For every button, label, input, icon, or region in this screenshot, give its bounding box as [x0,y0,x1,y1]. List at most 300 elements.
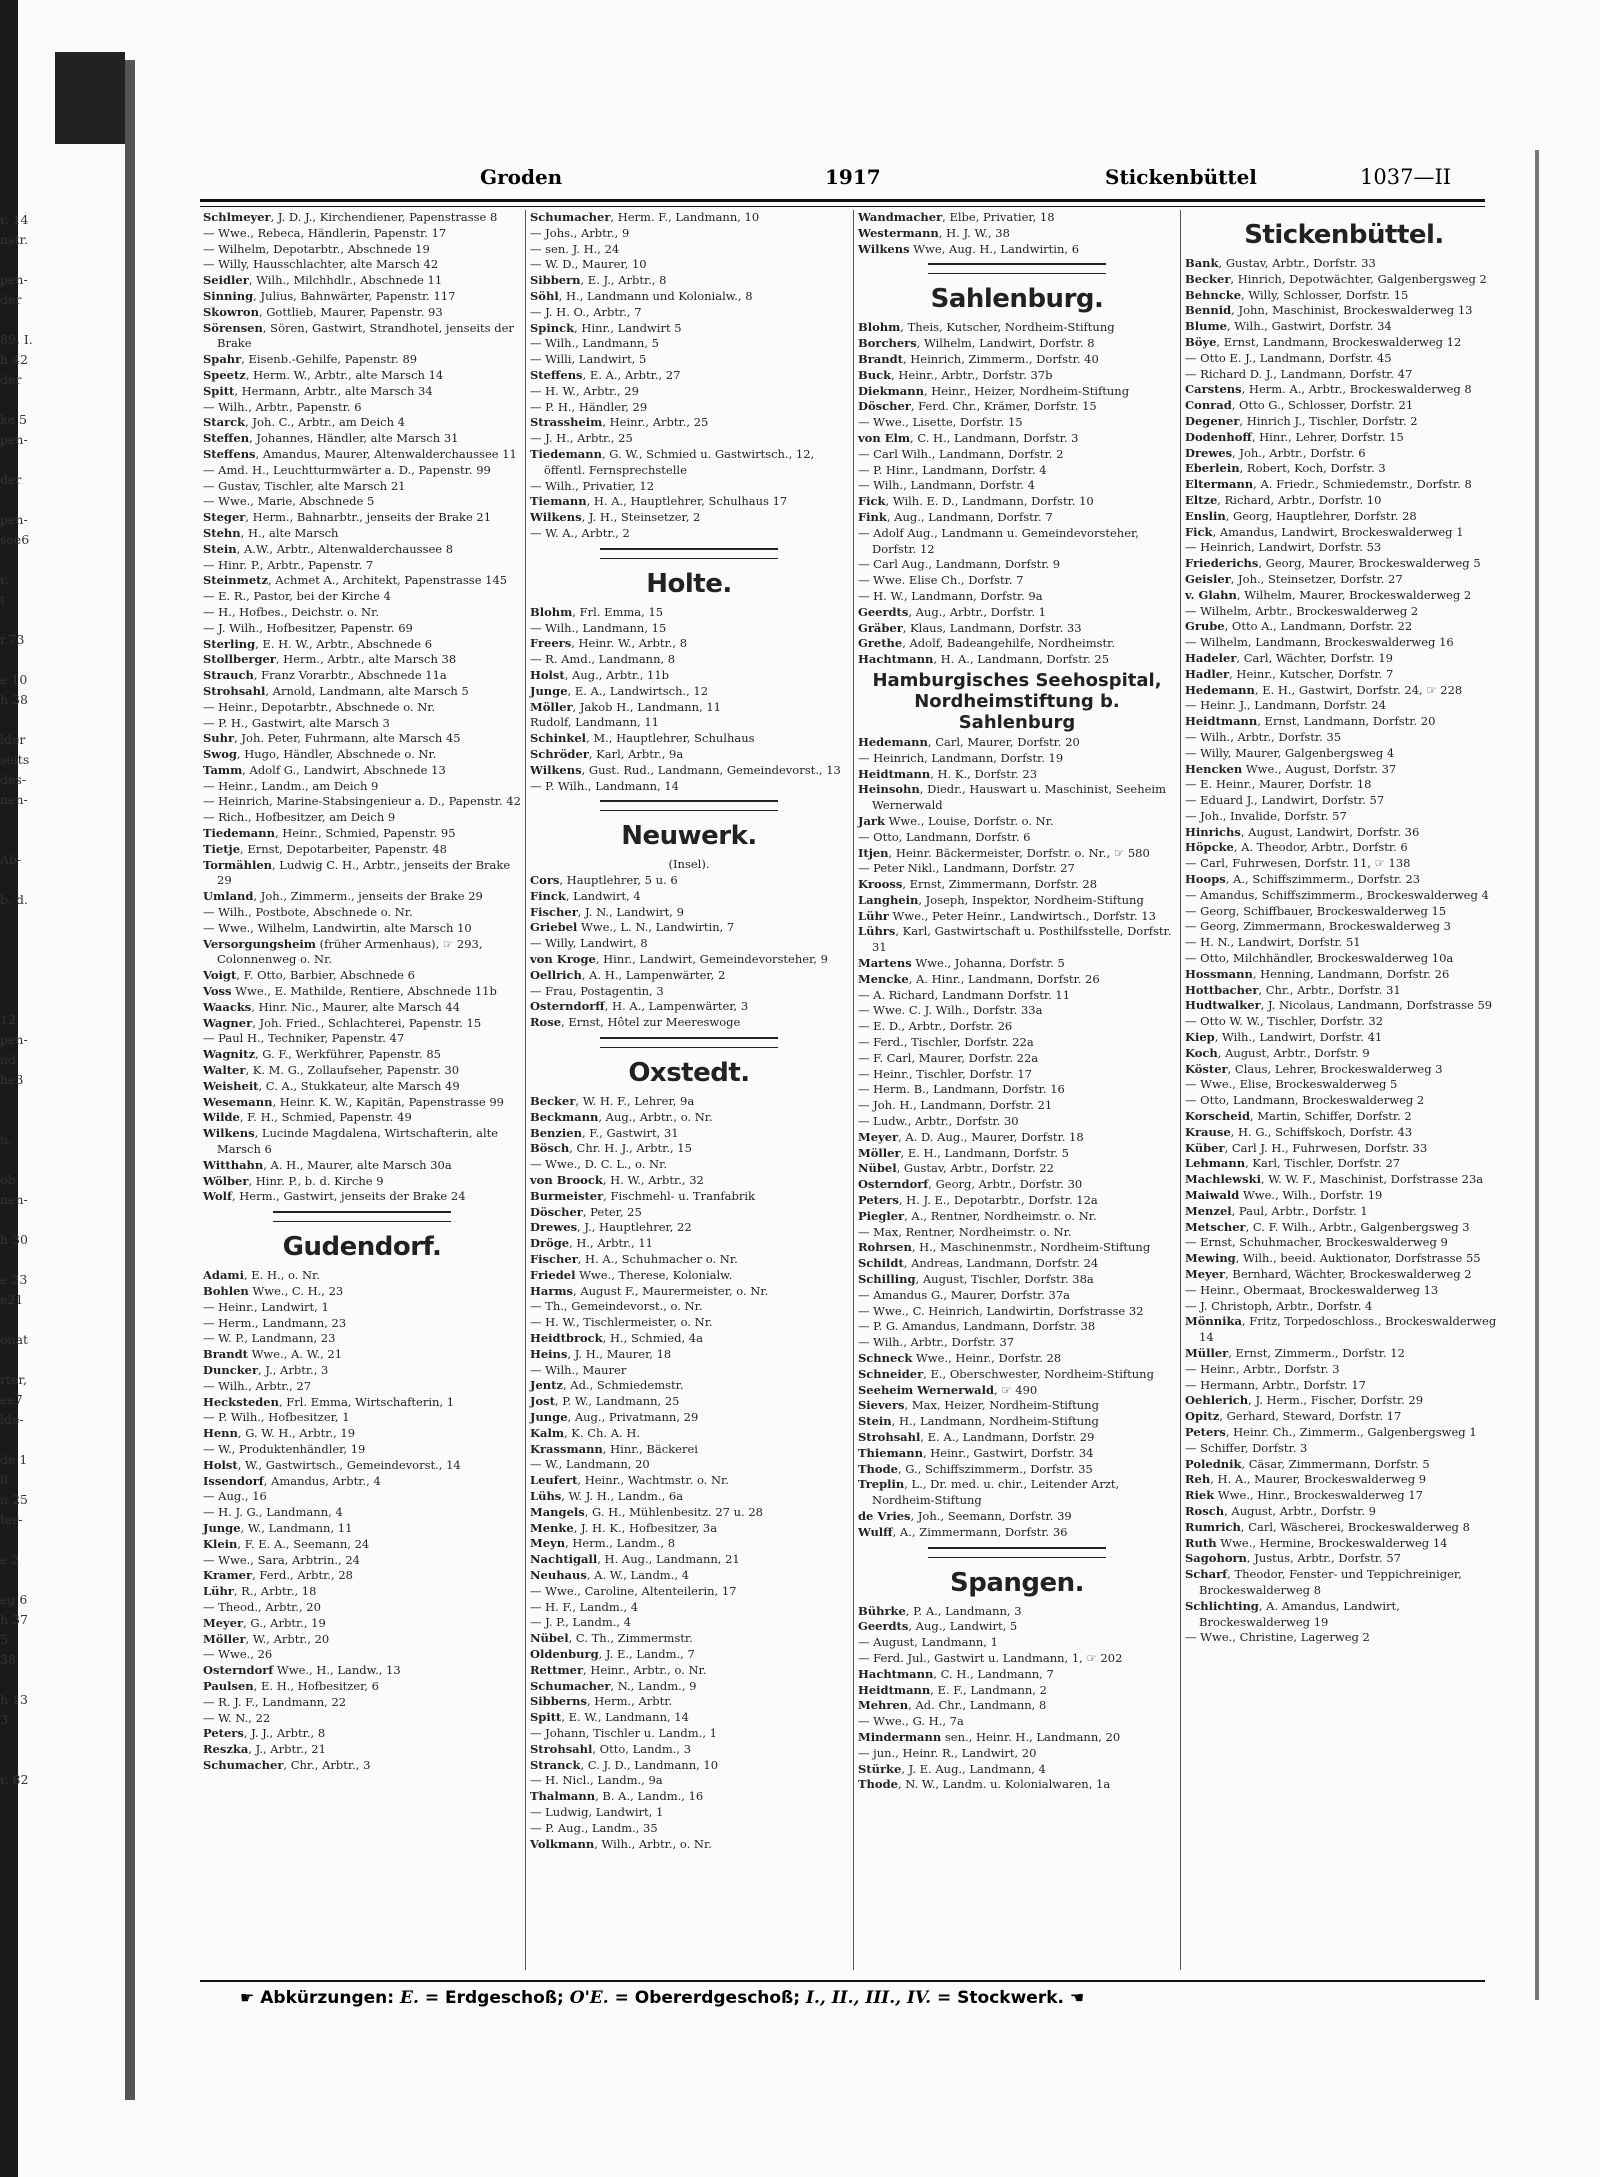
entry-details: , K. Ch. A. H. [563,1425,641,1440]
entry-details: , E., Oberschwester, Nordheim-Stiftung [923,1366,1154,1381]
directory-entry [858,589,1176,605]
entry-details: , Joseph, Inspektor, Nordheim-Stiftung [918,892,1144,907]
directory-entry [203,652,521,668]
entry-surname: Scharf [1185,1567,1228,1582]
entry-details: — Frau, Postagentin, 3 [530,983,664,998]
directory-entry [530,1426,848,1442]
directory-entry [530,1694,848,1710]
directory-entry [203,1711,521,1727]
entry-surname: Hadler [1185,666,1230,681]
directory-entry [1185,572,1503,588]
entry-details: — W. N., 22 [203,1710,271,1725]
entry-details: , Amandus, Maurer, Altenwalderchaussee 11 [255,446,517,461]
entry-surname: Menzel [1185,1203,1232,1218]
entry-details: , Heinr., Heizer, Nordheim-Stiftung [923,383,1130,398]
entry-details: — Willy, Landwirt, 8 [530,936,648,951]
directory-entry [203,242,521,258]
directory-entry [858,352,1176,368]
entry-surname: Tiedemann [530,446,602,461]
entry-details: , A. W., Landm., 4 [586,1567,689,1582]
directory-entry [858,1604,1176,1620]
directory-entry [1185,998,1503,1014]
abbr-oe: O'E. [569,1988,609,2008]
entry-details: , J. E. Aug., Landmann, 4 [901,1761,1046,1776]
entry-details: Wwe., Wilh., Dorfstr. 19 [1239,1188,1383,1203]
entry-details: , Hinr. P., b. d. Kirche 9 [248,1173,384,1188]
section-separator [600,800,778,811]
directory-entry [1185,635,1503,651]
entry-details: — Amandus G., Maurer, Dorfstr. 37a [858,1287,1071,1302]
entry-details: , H. A., Schuhmacher o. Nr. [577,1252,738,1267]
directory-entry [858,1288,1176,1304]
directory-entry [858,1525,1176,1541]
directory-entry [203,1505,521,1521]
fragment-line: der [0,472,22,487]
header-year: 1917 [825,165,881,189]
directory-entry [203,1395,521,1411]
entry-details: — J. Christoph, Arbtr., Dorfstr. 4 [1185,1298,1373,1313]
entry-details: Rudolf, Landmann, 11 [530,715,659,730]
entry-details: , Hinr., Landwirt, Gemeindevorsteher, 9 [595,952,828,967]
fragment-line [0,550,34,570]
directory-entry [858,1383,1176,1399]
entry-details: , A. Amandus, Landwirt, Brockeswalderweg 19 [1199,1598,1400,1629]
directory-entry [858,1098,1176,1114]
entry-surname: Rosch [1185,1503,1225,1518]
directory-entry [203,1079,521,1095]
directory-entry [1185,414,1503,430]
entry-surname: Höpcke [1185,840,1234,855]
directory-entry [530,289,848,305]
entry-surname: Rose [530,1015,562,1030]
directory-entry [530,1126,848,1142]
entry-details: , Johannes, Händler, alte Marsch 31 [249,431,459,446]
entry-surname: Hedemann [858,734,928,749]
entry-details: — A. Richard, Landmann Dorfstr. 11 [858,987,1071,1002]
entry-surname: Hoops [1185,872,1226,887]
directory-entry [530,999,848,1015]
header-right: Stickenbüttel [1105,165,1257,189]
fragment-line: nd [0,1052,17,1067]
entry-details: , C. H., Landmann, Dorfstr. 3 [910,430,1079,445]
directory-entry [203,621,521,637]
entry-details: — Wilhelm, Arbtr., Brockeswalderweg 2 [1185,603,1419,618]
fragment-line [0,810,34,830]
scan-corner-block [55,52,125,144]
entry-surname: Möller [858,1145,901,1160]
entry-details: , Gust. Rud., Landmann, Gemeindevorst., 13 [581,762,841,777]
entry-surname: Stehn [203,525,241,540]
entry-details: — Heinr., Landm., am Deich 9 [203,778,379,793]
directory-entry [858,1698,1176,1714]
entry-details: Wwe., C. H., 23 [248,1284,344,1298]
entry-details: — P. Wilh., Hofbesitzer, 1 [203,1410,350,1425]
directory-entry [858,605,1176,621]
entry-details: , Heinr. K. W., Kapitän, Papenstrasse 99 [272,1094,504,1109]
directory-entry [203,1600,521,1616]
directory-entry [530,1457,848,1473]
entry-surname: Seeheim Wernerwald [858,1382,995,1397]
place-heading: Gudendorf. [282,1232,442,1263]
directory-entry [1185,1156,1503,1172]
directory-entry [203,1158,521,1174]
entry-details: , Arnold, Landmann, alte Marsch 5 [265,683,469,698]
directory-entry [530,1473,848,1489]
directory-entry [1185,1567,1503,1599]
entry-details: , Julius, Bahnwärter, Papenstr. 117 [253,288,456,303]
place-heading: Neuwerk. [621,821,757,852]
directory-entry [1185,1520,1503,1536]
entry-details: — J. P., Landm., 4 [530,1615,632,1630]
directory-entry [858,751,1176,767]
directory-entry [530,1521,848,1537]
entry-surname: Mindermann [858,1729,942,1744]
entry-surname: Krause [1185,1124,1231,1139]
entry-surname: Neuhaus [530,1567,587,1582]
entry-surname: Dröge [530,1236,570,1251]
entry-surname: Enslin [1185,508,1226,523]
entry-details: , Herm., Bahnarbtr., jenseits der Brake 21 [245,510,492,525]
directory-entry [858,782,1176,814]
directory-entry [203,1458,521,1474]
entry-details: Wwe., Hinr., Brockeswalderweg 17 [1214,1488,1423,1503]
entry-details: — Otto E. J., Landmann, Dorfstr. 45 [1185,350,1392,365]
entry-surname: Osterndorf [858,1177,929,1192]
entry-details: , E. J., Arbtr., 8 [580,273,667,288]
entry-details: , J. H., Maurer, 18 [567,1346,672,1361]
entry-details: , Frl. Emma, Wirtschafterin, 1 [278,1394,455,1409]
entry-surname: Strassheim [530,415,603,430]
entry-surname: Waacks [203,999,252,1014]
directory-entry [203,763,521,779]
abbr-oe-text: = Obererdgeschoß; [614,1988,801,2008]
entry-details: , H. A., Lampenwärter, 3 [604,999,749,1014]
directory-entry [858,336,1176,352]
directory-entry [530,1805,848,1821]
entry-details: — Wwe. Elise Ch., Dorfstr. 7 [858,573,1024,588]
directory-entry [858,1272,1176,1288]
entry-details: , August, Arbtr., Dorfstr. 9 [1224,1503,1376,1518]
directory-entry [858,478,1176,494]
directory-entry [1185,683,1503,699]
directory-entry [1185,1551,1503,1567]
entry-details: , N., Landm., 9 [610,1678,697,1693]
entry-surname: Kalm [530,1425,564,1440]
entry-surname: Hossmann [1185,966,1253,981]
directory-entry [1185,525,1503,541]
entry-details: , Aug., Arbtr., 11b [564,667,670,682]
directory-entry [203,589,521,605]
entry-surname: Wagner [203,1015,253,1030]
fragment-line: der [0,372,22,387]
directory-entry [530,1363,848,1379]
entry-surname: Spitt [203,383,235,398]
entry-surname: Meyn [530,1536,566,1551]
entry-details: — Heinr. J., Landmann, Dorfstr. 24 [1185,698,1387,713]
entry-surname: Becker [1185,271,1231,286]
entry-details: — Peter Nikl., Landmann, Dorfstr. 27 [858,861,1075,876]
entry-surname: Burmeister [530,1188,604,1203]
entry-details: sen., Heinr. H., Landmann, 20 [941,1729,1121,1744]
entry-details: — P. Wilh., Landmann, 14 [530,778,680,793]
directory-entry [530,1268,848,1284]
directory-entry [1185,730,1503,746]
entry-surname: Bohlen [203,1284,249,1298]
fragment-line: nstr. [0,232,29,247]
directory-entry [530,936,848,952]
entry-details: — Willy, Maurer, Galgenbergsweg 4 [1185,745,1395,760]
entry-details: , P. A., Landmann, 3 [905,1603,1022,1618]
fragment-line: ee7 [0,1392,23,1407]
directory-entry [530,873,848,889]
entry-details: , E. H., Gastwirt, Dorfstr. 24, ☞ 228 [1254,682,1463,697]
directory-entry [203,1568,521,1584]
directory-entry [530,968,848,984]
place-heading: Spangen. [949,1567,1085,1598]
entry-details: , A. D. Aug., Maurer, Dorfstr. 18 [898,1129,1084,1144]
directory-entry [1185,1346,1503,1362]
entry-details: , Ernst, Landmann, Dorfstr. 20 [1257,714,1436,729]
entry-surname: Schumacher [530,210,611,224]
entry-surname: Starck [203,415,246,430]
directory-entry [203,921,521,937]
entry-details: , Ernst, Zimmerm., Dorfstr. 12 [1228,1345,1405,1360]
entry-details: — Wwe., 26 [203,1647,273,1662]
entry-surname: Wilkens [858,241,910,256]
entry-surname: Schneck [858,1351,913,1365]
directory-entry [858,494,1176,510]
entry-details: , F. H., Schmied, Papenstr. 49 [239,1110,412,1125]
entry-details: , Gottlieb, Maurer, Papenstr. 93 [258,304,443,319]
fragment-line: 38 [0,1652,16,1667]
entry-surname: Eltermann [1185,477,1254,492]
entry-surname: Oehlerich [1185,1393,1249,1408]
entry-details: , Adolf G., Landwirt, Abschnede 13 [242,762,446,777]
directory-entry [203,1726,521,1742]
entry-details: , Hugo, Händler, Abschnede o. Nr. [236,747,437,762]
entry-surname: Duncker [203,1362,259,1377]
entry-surname: Hecksteden [203,1394,279,1409]
directory-entry [530,952,848,968]
directory-entry [530,1220,848,1236]
entry-surname: Walter [203,1063,246,1078]
entry-details: , Georg, Maurer, Brockeswalderweg 5 [1258,556,1481,571]
entry-surname: Meyer [1185,1267,1226,1281]
directory-entry [1185,746,1503,762]
entry-details: , Heinr., Schmied, Papenstr. 95 [274,826,456,841]
directory-entry [1185,1251,1503,1267]
directory-entry [203,810,521,826]
entry-surname: Steinmetz [203,573,268,588]
entry-surname: Mencke [858,971,909,986]
entry-details: , Herm., Gastwirt, jenseits der Brake 24 [231,1189,466,1204]
entry-surname: Diekmann [858,383,924,398]
entry-details: , Franz Vorarbtr., Abschnede 11a [253,668,447,683]
entry-details: — H. W., Landmann, Dorfstr. 9a [858,588,1043,603]
directory-entry [1185,1536,1503,1552]
fragment-line: lder [0,732,26,747]
entry-details: — jun., Heinr. R., Landwirt, 20 [858,1745,1037,1760]
entry-surname: Spitt [530,1710,562,1725]
entry-surname: Langhein [858,892,919,907]
entry-details: , Chr., Arbtr., Dorfstr. 31 [1258,982,1401,997]
entry-details: , Hauptlehrer, 5 u. 6 [559,873,678,888]
entry-details: , Herm., Arbtr., alte Marsch 38 [275,652,457,667]
directory-entry [858,447,1176,463]
entry-details: , Wilh., Gastwirt, Dorfstr. 34 [1226,319,1392,334]
fragment-line [0,830,34,850]
entry-surname: Peters [858,1193,899,1208]
entry-surname: Junge [530,1410,568,1424]
entry-surname: Eltze [1185,492,1218,507]
directory-entry [530,1331,848,1347]
entry-details: — Wilh., Landmann, 5 [530,336,659,351]
entry-details: Wwe., August, Dorfstr. 37 [1242,761,1397,776]
entry-details: , Hinr., Bäckerei [602,1441,698,1456]
entry-details: , Heinr., Arbtr., 25 [602,415,709,430]
entry-details: , Wilh., beeid. Auktionator, Dorfstrasse 55 [1235,1251,1481,1266]
entry-surname: Leufert [530,1473,578,1488]
fragment-line: 89, I. [0,332,33,347]
directory-entry [1185,477,1503,493]
directory-entry [858,557,1176,573]
directory-entry [203,1000,521,1016]
directory-entry [530,384,848,400]
directory-entry [1185,714,1503,730]
entry-surname: Heidtmann [858,766,931,781]
directory-entry [858,956,1176,972]
entry-details: , J. H., Steinsetzer, 2 [581,510,701,525]
directory-entry [858,226,1176,242]
entry-surname: Mehren [858,1698,909,1713]
directory-entry [203,321,521,353]
directory-entry [530,715,848,731]
directory-entry [1185,919,1503,935]
directory-entry [530,1157,848,1173]
fragment-line [0,250,34,270]
entry-details: , Frl. Emma, 15 [572,604,664,619]
directory-entry [530,1141,848,1157]
directory-entry [203,415,521,431]
entry-surname: Schildt [858,1256,904,1271]
fragment-line: h 42 [0,352,28,367]
entry-surname: Maiwald [1185,1188,1240,1203]
entry-details: — W. A., Arbtr., 2 [530,525,630,540]
directory-entry [1185,1472,1503,1488]
entry-details: , G. H., Mühlenbesitz. 27 u. 28 [584,1504,763,1519]
entry-surname: Steffens [203,446,256,461]
directory-entry [858,368,1176,384]
entry-surname: Lühr [858,908,889,923]
fragment-line [0,1670,34,1690]
entry-surname: Bennid [1185,303,1232,318]
directory-entry [203,1474,521,1490]
directory-entry [1185,256,1503,272]
directory-entry [858,909,1176,925]
directory-entry [530,1615,848,1631]
directory-entry [203,1442,521,1458]
entry-surname: Hencken [1185,761,1243,776]
entry-details: — Rich., Hofbesitzer, am Deich 9 [203,810,396,825]
entry-details: , Wilh., Milchhdlr., Abschnede 11 [248,273,443,288]
entry-details: , Eisenb.-Gehilfe, Papenstr. 89 [241,352,418,367]
directory-entry [1185,1109,1503,1125]
entry-surname: Drewes [1185,445,1233,460]
fragment-line [0,930,34,950]
directory-entry [530,1015,848,1031]
entry-details: — Wwe., Lisette, Dorfstr. 15 [858,415,1023,430]
directory-entry [1185,1014,1503,1030]
entry-details: — H. W., Arbtr., 29 [530,383,639,398]
page-right-edge [1535,150,1539,2000]
entry-surname: Degener [1185,413,1240,428]
directory-entry [1185,540,1503,556]
fragment-line: ob [0,1172,16,1187]
entry-surname: Krooss [858,877,903,892]
abbr-floors-text: = Stockwerk. [937,1988,1064,2008]
entry-surname: Carstens [1185,382,1242,397]
directory-entry [203,305,521,321]
directory-entry [203,494,521,510]
entry-details: , H., Maschinenmstr., Nordheim-Stiftung [911,1240,1151,1255]
entry-details: , Joh., Steinsetzer, Dorfstr. 27 [1230,571,1403,586]
entry-surname: Heinsohn [858,782,920,797]
entry-details: , A. Theodor, Arbtr., Dorfstr. 6 [1233,840,1408,855]
entry-surname: Oldenburg [530,1646,599,1661]
entry-surname: Strohsahl [858,1429,921,1444]
entry-surname: Nübel [858,1161,897,1176]
fragment-line: pen- [0,512,28,527]
directory-entry [530,226,848,242]
entry-details: — Otto W. W., Tischler, Dorfstr. 32 [1185,1014,1384,1029]
directory-entry [1185,288,1503,304]
entry-surname: Stollberger [203,652,276,667]
entry-surname: Küber [1185,1140,1225,1155]
entry-details: , G., Schiffszimmerm., Dorfstr. 35 [897,1461,1093,1476]
directory-entry [1185,809,1503,825]
directory-entry [858,636,1176,652]
entry-details: Wwe., Louise, Dorfstr. o. Nr. [884,813,1054,828]
directory-entry [858,1225,1176,1241]
entry-details: — P. H., Gastwirt, alte Marsch 3 [203,715,390,730]
entry-details: — Ludw., Arbtr., Dorfstr. 30 [858,1114,1019,1129]
entry-surname: Steffens [530,367,583,382]
entry-details: , Joh., Seemann, Dorfstr. 39 [910,1508,1072,1523]
fragment-line [0,1570,34,1590]
fragment-line: lt [0,1472,10,1487]
entry-details: , Sören, Gastwirt, Strandhotel, jenseits der Brake [217,320,514,351]
entry-details: — Gustav, Tischler, alte Marsch 21 [203,478,406,493]
entry-details: , H., Schmied, 4a [602,1331,703,1346]
entry-details: , H. Aug., Landmann, 21 [597,1552,740,1567]
entry-surname: v. Glahn [1185,587,1237,602]
entry-details: , Ernst, Hôtel zur Meereswoge [561,1015,741,1030]
directory-entry [1185,762,1503,778]
directory-entry [530,1489,848,1505]
entry-details: , Chr. H. J., Arbtr., 15 [569,1141,692,1156]
entry-details: , Theodor, Fenster- und Teppichreiniger, Brockeswalderweg 8 [1199,1567,1462,1597]
entry-details: — Wwe., D. C. L., o. Nr. [530,1157,668,1172]
directory-entry [1185,935,1503,951]
entry-details: — Willi, Landwirt, 5 [530,352,647,367]
section-separator [600,548,778,559]
directory-entry [530,1442,848,1458]
entry-details: , Ludwig C. H., Arbtr., jenseits der Brake 29 [217,857,511,888]
directory-entry [530,1710,848,1726]
entry-details: — Wwe., Christine, Lagerweg 2 [1185,1630,1370,1645]
directory-entry [1185,1235,1503,1251]
entry-surname: Geerdts [858,604,909,619]
